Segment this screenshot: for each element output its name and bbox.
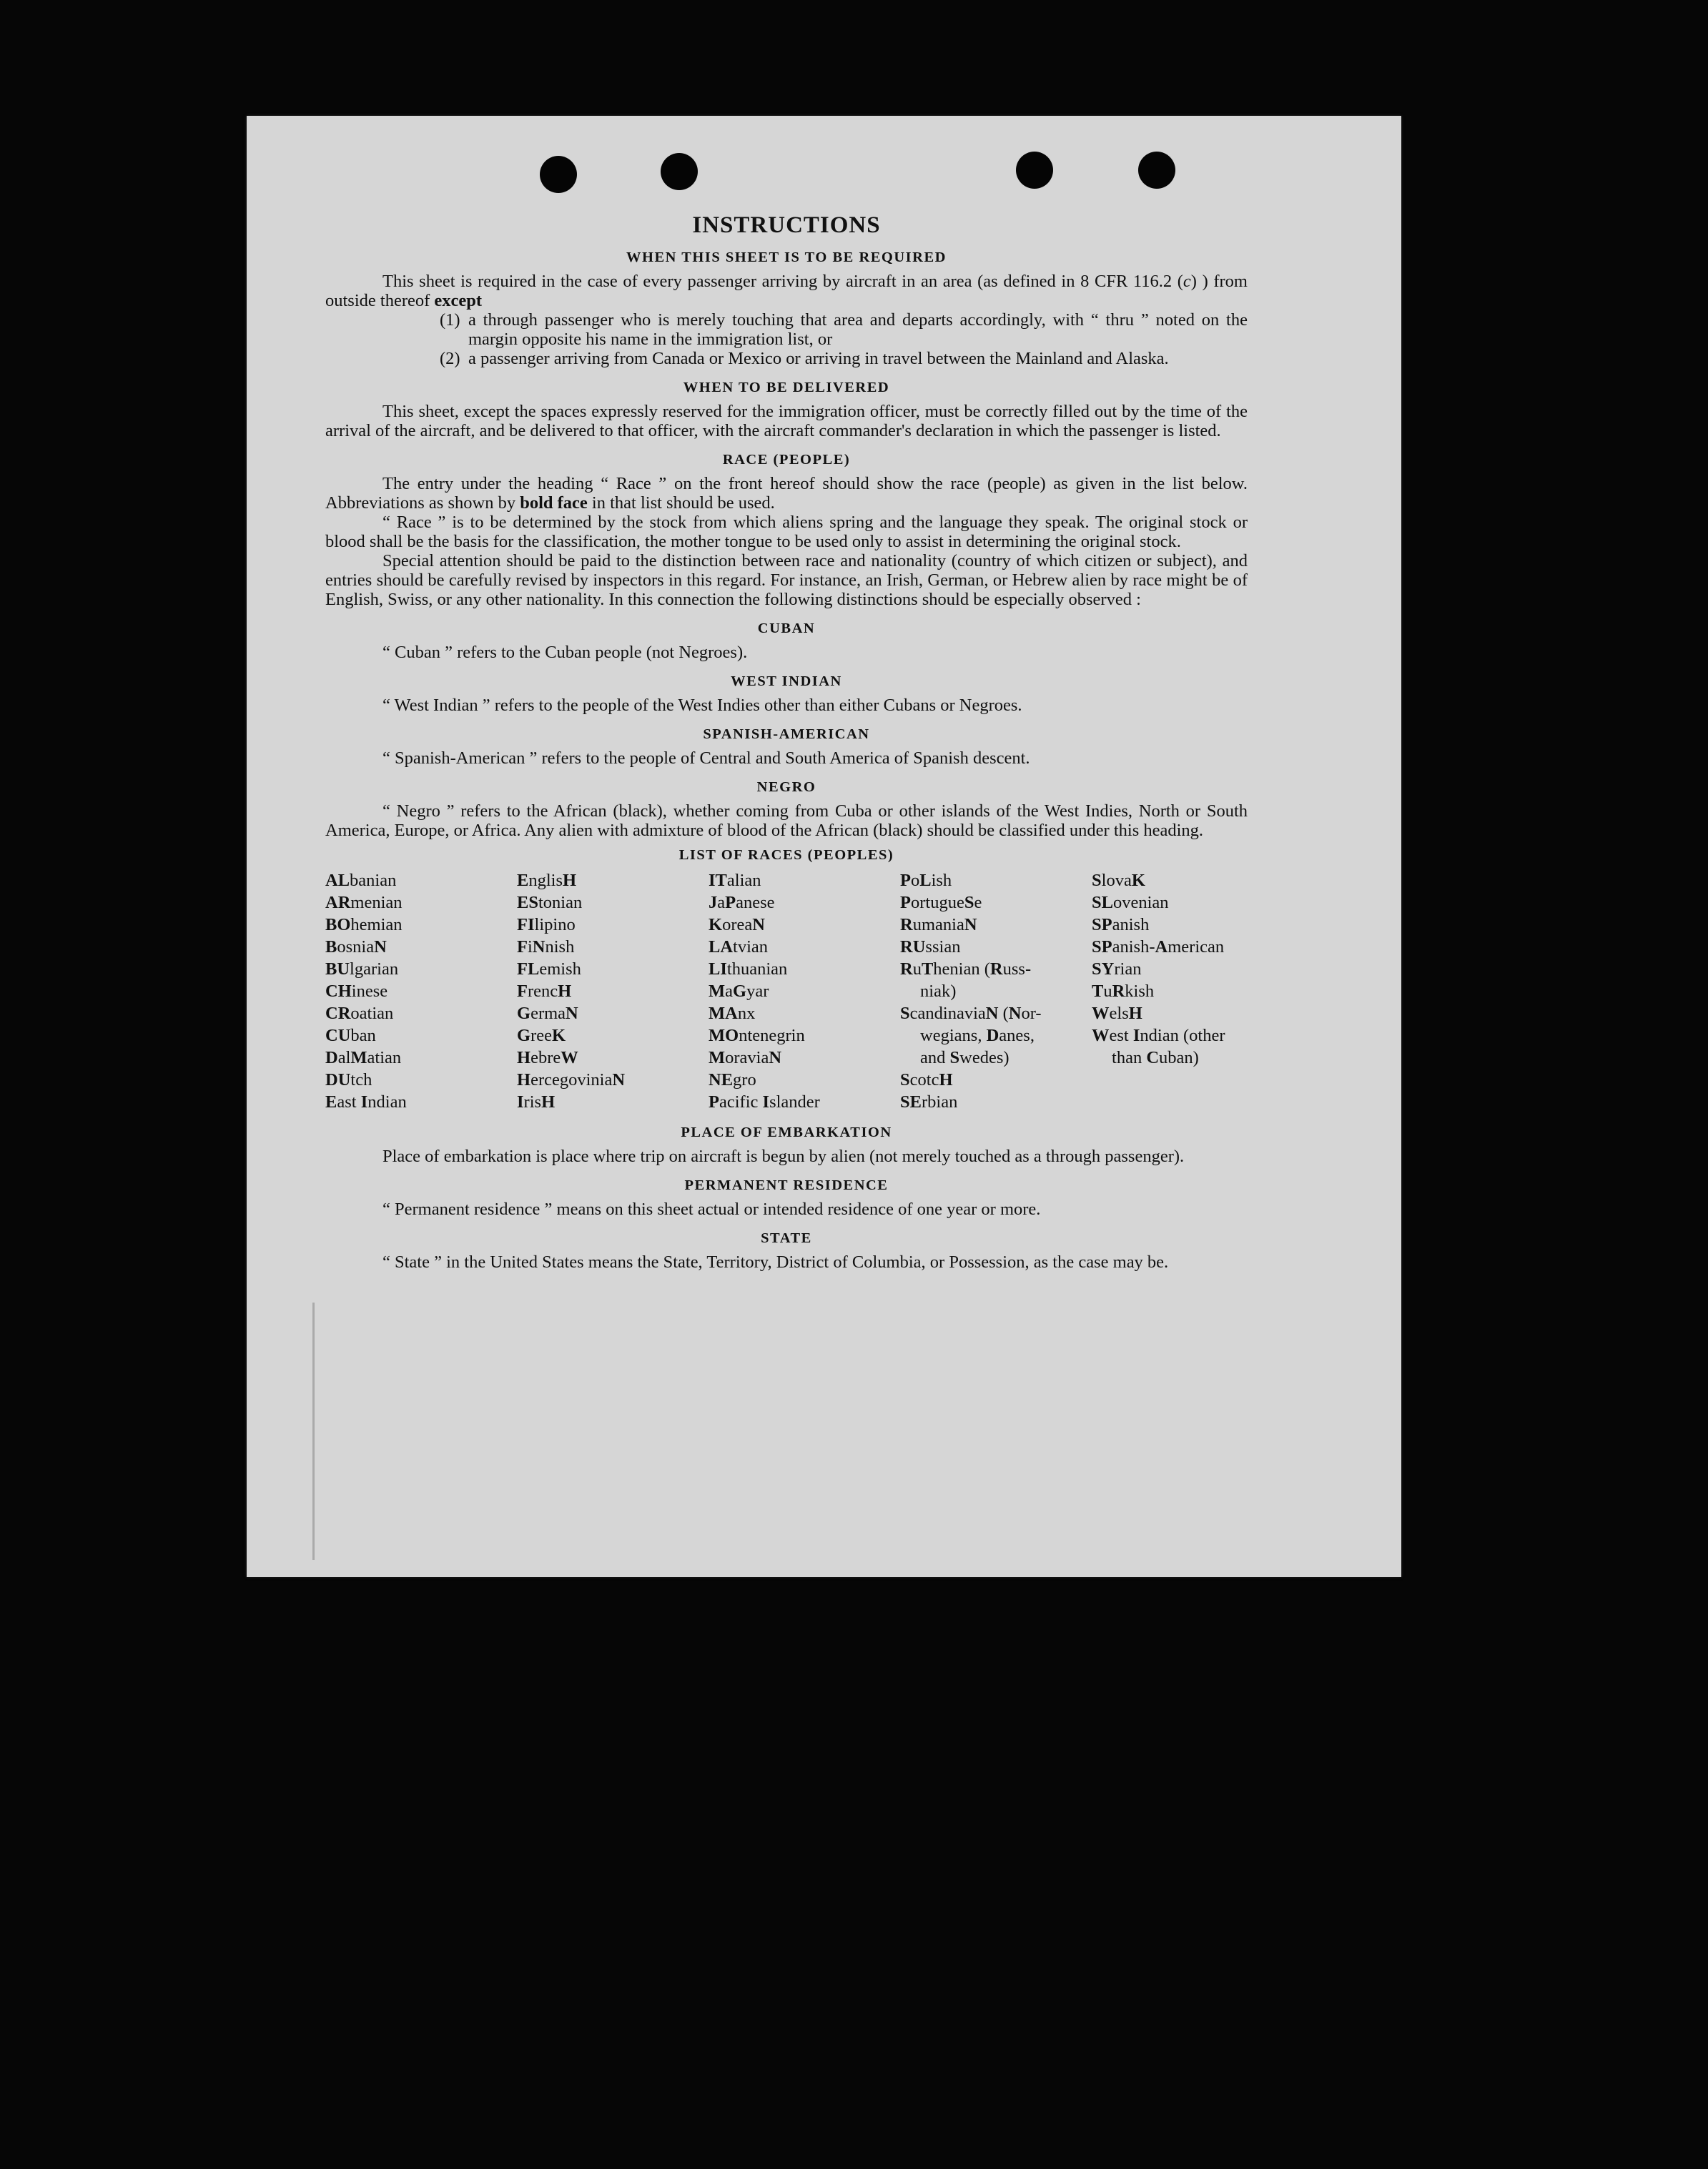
- race-text: The entry under the heading “ Race ” on the front hereof should show the race (people) as given in the list below. Abbreviations as shown by: [325, 474, 1248, 513]
- required-text-italic: c: [1183, 272, 1191, 291]
- race-entry: CUban: [325, 1026, 376, 1045]
- race-entry: GreeK: [517, 1026, 566, 1045]
- race-entry: ARmenian: [325, 893, 403, 912]
- race-entry: PoLish: [900, 871, 952, 890]
- required-text: ) ) from outside thereof: [325, 272, 1248, 310]
- race-entry: SErbian: [900, 1092, 958, 1112]
- race-entry: GermaN: [517, 1004, 578, 1023]
- race-entry: FIlipino: [517, 915, 576, 934]
- punch-hole: [1138, 152, 1175, 189]
- race-entry: SLovenian: [1092, 893, 1169, 912]
- race-entry: Pacific Islander: [709, 1092, 820, 1112]
- race-entry: ScandinaviaN (Nor-: [900, 1004, 1042, 1023]
- race-entry: FrencH: [517, 982, 572, 1001]
- race-entry: RuThenian (Russ-: [900, 959, 1032, 979]
- race-entry: KoreaN: [709, 915, 765, 934]
- race-paragraph-1: [325, 474, 1248, 513]
- required-text: This sheet is required in the case of every passenger arriving by aircraft in an area (as defined in 8 CFR 116.2 (: [382, 272, 1183, 291]
- punch-hole: [540, 156, 577, 193]
- west-indian-paragraph: “ West Indian ” refers to the people of the West Indies other than either Cubans or Negroes.: [382, 696, 1022, 715]
- race-entry: West Indian (other: [1092, 1026, 1225, 1045]
- section-heading-west-indian: WEST INDIAN: [731, 673, 842, 689]
- race-entry: TuRkish: [1092, 982, 1155, 1001]
- race-entry: DUtch: [325, 1070, 372, 1090]
- list-item-text: a passenger arriving from Canada or Mexico or arriving in travel between the Mainland and Alaska.: [468, 349, 1169, 368]
- races-column: [517, 869, 709, 1113]
- race-entry: East Indian: [325, 1092, 407, 1112]
- spanish-american-paragraph: “ Spanish-American ” refers to the people of Central and South America of Spanish descent.: [382, 748, 1030, 768]
- race-entry: IrisH: [517, 1092, 556, 1112]
- race-entry: RumaniaN: [900, 915, 977, 934]
- race-entry: SPanish-American: [1092, 937, 1225, 957]
- section-heading-negro: NEGRO: [756, 779, 816, 795]
- race-entry: BUlgarian: [325, 959, 399, 979]
- section-heading-cuban: CUBAN: [757, 621, 816, 636]
- race-paragraph-3: Special attention should be paid to the distinction between race and nationality (country of which citizen or subject), and entries should be carefully revised by inspectors in this regard. For instance, an Irish, German, or Hebrew alien by race might be of English, Swiss, or any other nationality. In this connection the following distinctions should be especially observed :: [325, 551, 1248, 609]
- race-entry: NEgro: [709, 1070, 756, 1090]
- state-paragraph: “ State ” in the United States means the State, Territory, District of Columbia, or Possession, as the case may be.: [382, 1253, 1169, 1272]
- list-item-number: (2): [440, 349, 460, 368]
- race-entry: HebreW: [517, 1048, 578, 1067]
- race-entry: ALbanian: [325, 871, 397, 890]
- race-entry: SPanish: [1092, 915, 1150, 934]
- race-entry: CHinese: [325, 982, 388, 1001]
- race-entry: WelsH: [1092, 1004, 1142, 1023]
- punch-hole: [661, 153, 698, 190]
- race-text-bold: bold face: [520, 493, 588, 513]
- race-entry: SlovaK: [1092, 871, 1145, 890]
- race-entry: EStonian: [517, 893, 583, 912]
- race-text: in that list should be used.: [587, 493, 775, 513]
- section-heading-delivered: WHEN TO BE DELIVERED: [683, 380, 890, 395]
- section-heading-races-list: LIST OF RACES (PEOPLES): [678, 847, 894, 863]
- delivered-paragraph: This sheet, except the spaces expressly reserved for the immigration officer, must be correctly filled out by the time of the arrival of the aircraft, and be delivered to that officer, with the aircraft commander's declaration in which the passenger is listed.: [325, 402, 1248, 440]
- section-heading-required: WHEN THIS SHEET IS TO BE REQUIRED: [626, 249, 947, 265]
- instructions-content: [325, 212, 1248, 1272]
- list-item: [440, 349, 1248, 368]
- required-text-bold: except: [434, 291, 483, 310]
- race-entry: HercegoviniaN: [517, 1070, 626, 1090]
- race-entry: MAnx: [709, 1004, 756, 1023]
- race-entry: MoraviaN: [709, 1048, 782, 1067]
- race-entry: JaPanese: [709, 893, 775, 912]
- section-heading-spanish-american: SPANISH-AMERICAN: [703, 726, 870, 742]
- races-list: [325, 869, 1248, 1113]
- race-entry: CRoatian: [325, 1004, 394, 1023]
- race-entry: MOntenegrin: [709, 1026, 805, 1045]
- race-entry: ITalian: [709, 871, 761, 890]
- race-entry: MaGyar: [709, 982, 769, 1001]
- race-entry: RUssian: [900, 937, 961, 957]
- race-paragraph-2: “ Race ” is to be determined by the stock from which aliens spring and the language they speak. The original stock or blood shall be the basis for the classification, the mother tongue to be used only to assist in determining the original stock.: [325, 513, 1248, 551]
- document-sheet: [247, 116, 1401, 1577]
- section-heading-state: STATE: [761, 1230, 812, 1246]
- race-entry: than Cuban): [1112, 1048, 1199, 1067]
- section-heading-residence: PERMANENT RESIDENCE: [684, 1177, 889, 1193]
- race-entry: niak): [920, 982, 957, 1001]
- race-entry: LIthuanian: [709, 959, 788, 979]
- negro-paragraph: “ Negro ” refers to the African (black), whether coming from Cuba or other islands of the West Indies, North or South America, Europe, or Africa. Any alien with admixture of blood of the African (black) should be classified under this heading.: [325, 801, 1248, 840]
- races-column: [900, 869, 1092, 1113]
- list-item-text: a through passenger who is merely touching that area and departs accordingly, with “ thru ” noted on the margin opposite his name in the immigration list, or: [468, 310, 1248, 349]
- race-entry: BosniaN: [325, 937, 387, 957]
- race-entry: PortugueSe: [900, 893, 982, 912]
- page-title: INSTRUCTIONS: [692, 212, 881, 238]
- race-entry: FLemish: [517, 959, 581, 979]
- section-heading-race: RACE (PEOPLE): [722, 452, 851, 468]
- race-entry: ScotcH: [900, 1070, 953, 1090]
- race-entry: FiNnish: [517, 937, 575, 957]
- list-item-number: (1): [440, 310, 460, 330]
- race-entry: LAtvian: [709, 937, 769, 957]
- race-entry: BOhemian: [325, 915, 403, 934]
- race-entry: wegians, Danes,: [920, 1026, 1035, 1045]
- cuban-paragraph: “ Cuban ” refers to the Cuban people (not Negroes).: [382, 643, 748, 662]
- margin-mark: [312, 1303, 315, 1560]
- section-heading-embarkation: PLACE OF EMBARKATION: [681, 1125, 892, 1140]
- list-item: [440, 310, 1248, 349]
- punch-hole: [1016, 152, 1053, 189]
- race-entry: SYrian: [1092, 959, 1142, 979]
- race-entry: and Swedes): [920, 1048, 1010, 1067]
- race-entry: DalMatian: [325, 1048, 402, 1067]
- race-entry: EnglisH: [517, 871, 577, 890]
- required-paragraph: [325, 272, 1248, 310]
- embarkation-paragraph: Place of embarkation is place where trip on aircraft is begun by alien (not merely touched as a through passenger).: [382, 1147, 1185, 1166]
- races-column: [325, 869, 517, 1113]
- residence-paragraph: “ Permanent residence ” means on this sheet actual or intended residence of one year or more.: [382, 1200, 1041, 1219]
- races-column: [709, 869, 900, 1113]
- races-column: [1092, 869, 1283, 1113]
